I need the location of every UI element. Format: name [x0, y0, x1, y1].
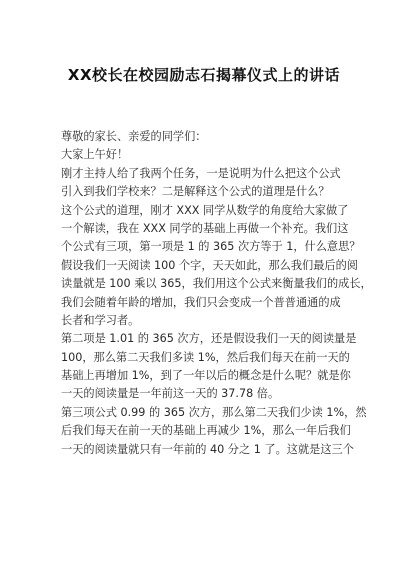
paragraph-line: 引入到我们学校来？二是解释这个公式的道理是什么？	[61, 185, 330, 199]
paragraph-line: 基础上再增加 1%，到了一年以后的概念是什么呢？就是你	[61, 369, 351, 383]
paragraph-line: 我们会随着年龄的增加，我们只会变成一个普普通通的成	[61, 295, 341, 309]
paragraph-line: 一天的阅读量是一年前这一天的 37.78 倍。	[61, 387, 280, 401]
document-body	[61, 128, 372, 459]
paragraph-line: 一个解读，我在 XXX 同学的基础上再做一个补充。我们这	[61, 221, 349, 235]
paragraph-line: 这个公式的道理，刚才 XXX 同学从数学的角度给大家做了	[61, 203, 349, 217]
paragraph-line: 一天的阅读量就只有一年前的 40 分之 1 了。这就是这三个	[61, 442, 354, 456]
paragraph-line: 长者和学习者。	[61, 313, 140, 327]
paragraph-line: 读量就是 100 乘以 365，我们用这个公式来衡量我们的成长，	[61, 277, 372, 291]
paragraph-line: 假设我们一天阅读 100 个字，天天如此，那么我们最后的阅	[61, 258, 358, 272]
paragraph-line: 后我们每天在前一天的基础上再减少 1%，那么一年后我们	[61, 424, 351, 438]
salutation: 尊敬的家长、亲爱的同学们：	[61, 130, 207, 143]
paragraph-line: 刚才主持人给了我两个任务，一是说明为什么把这个公式	[61, 166, 341, 180]
greeting: 大家上午好！	[61, 148, 129, 162]
document-title: XX校长在校园励志石揭幕仪式上的讲话	[67, 66, 341, 84]
paragraph-line: 第三项公式 0.99 的 365 次方，那么第二天我们少读 1%，然	[61, 405, 367, 419]
paragraph-line: 100，那么第二天我们多读 1%，然后我们每天在前一天的	[61, 350, 350, 364]
paragraph-line: 第二项是 1.01 的 365 次方，还是假设我们一天的阅读量是	[61, 332, 357, 346]
paragraph-line: 个公式有三项，第一项是 1 的 365 次方等于 1，什么意思？	[61, 240, 361, 254]
